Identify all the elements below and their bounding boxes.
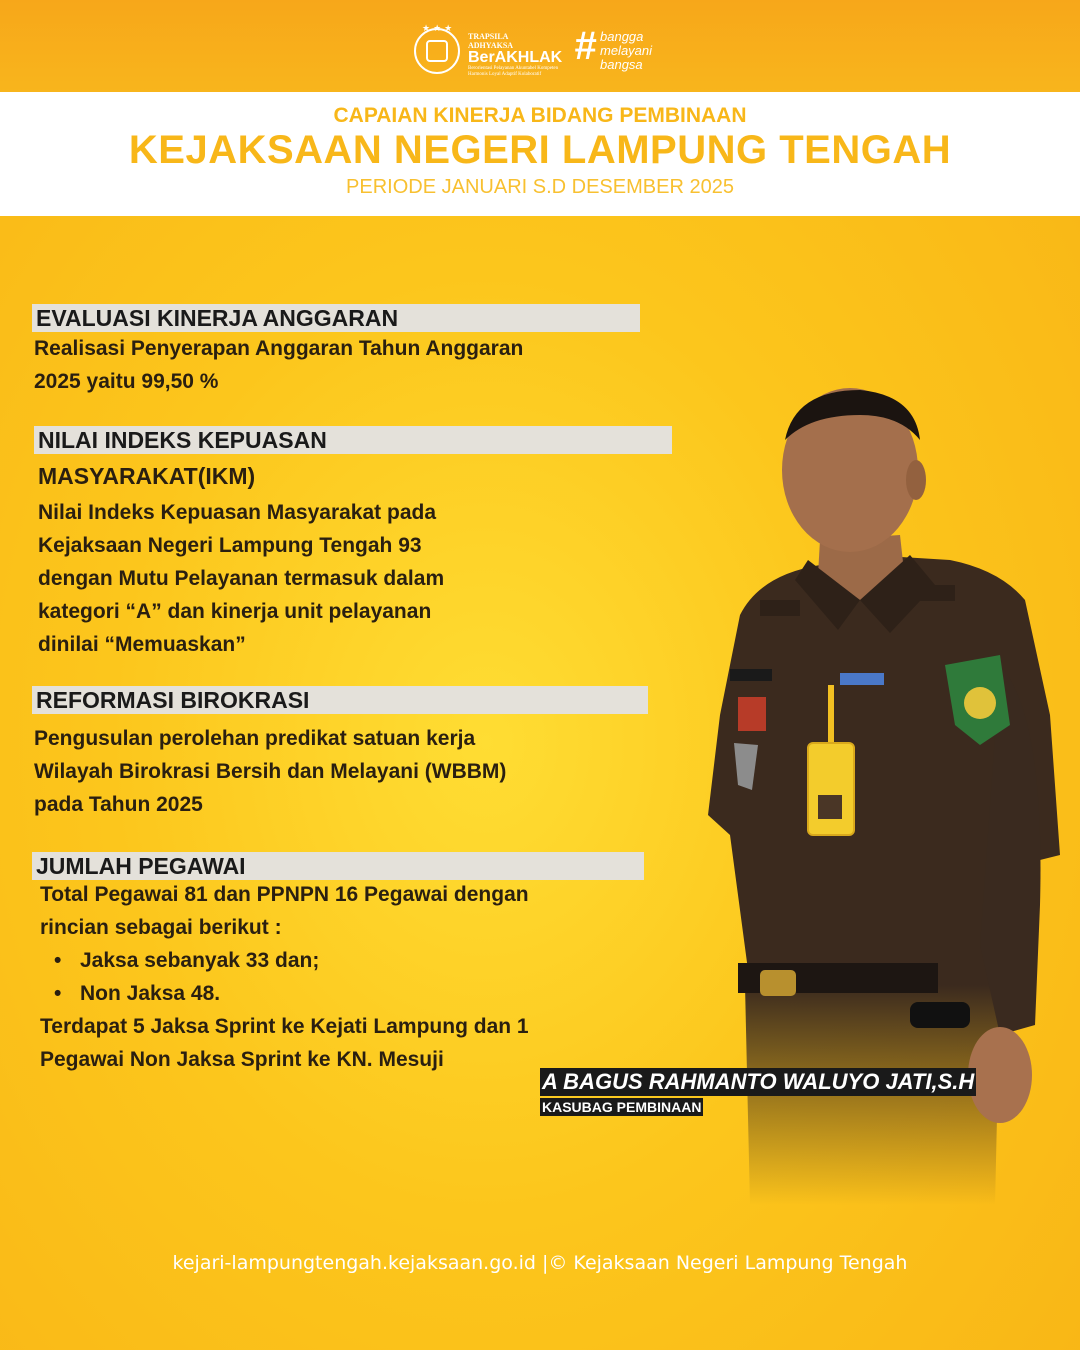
emblem-shield-icon (426, 40, 448, 62)
berakhlak-logo (468, 32, 578, 78)
ikm-line-3: dengan Mutu Pelayanan termasuk dalam (38, 567, 445, 590)
heading-ikm: NILAI INDEKS KEPUASAN (34, 426, 672, 454)
page-subtitle: CAPAIAN KINERJA BIDANG PEMBINAAN (333, 104, 747, 127)
heading-anggaran: EVALUASI KINERJA ANGGARAN (32, 304, 640, 332)
reformasi-line-1: Pengusulan perolehan predikat satuan kerja (34, 727, 476, 750)
hashtag-icon: # (574, 24, 597, 68)
ikm-line-1: Nilai Indeks Kepuasan Masyarakat pada (38, 501, 437, 524)
slogan-line-3: bangsa (600, 57, 643, 72)
ikm-line-5: dinilai “Memuaskan” (38, 633, 246, 656)
logo-tagline: Berorientasi Pelayanan Akuntabel Kompeten Harmonis Loyal Adaptif Kolaboratif (468, 66, 559, 77)
heading-reformasi: REFORMASI BIROKRASI (32, 686, 648, 714)
top-bar (0, 0, 1080, 92)
pegawai-line-4: Pegawai Non Jaksa Sprint ke KN. Mesuji (40, 1048, 444, 1071)
pegawai-bullet-2-text: Non Jaksa 48. (80, 982, 221, 1005)
anggaran-text (34, 332, 523, 398)
pegawai-line-3: Terdapat 5 Jaksa Sprint ke Kejati Lampung dan 1 (40, 1015, 529, 1038)
anggaran-line-2: 2025 yaitu 99,50 % (34, 370, 219, 393)
page-period: PERIODE JANUARI S.D DESEMBER 2025 (346, 176, 734, 198)
logo-big: BerAKHLAK (468, 49, 563, 66)
slogan-line-2: melayani (600, 43, 653, 58)
pegawai-bullet-2 (54, 977, 319, 1010)
page-title: KEJAKSAAN NEGERI LAMPUNG TENGAH (128, 128, 952, 172)
ikm-line-4: kategori “A” dan kinerja unit pelayanan (38, 600, 432, 623)
footer-credit: kejari-lampungtengah.kejaksaan.go.id |© Kejaksaan Negeri Lampung Tengah (172, 1252, 908, 1274)
heading-pegawai: JUMLAH PEGAWAI (32, 852, 644, 880)
pegawai-bullet-1-text: Jaksa sebanyak 33 dan; (80, 949, 320, 972)
pegawai-line-2: rincian sebagai berikut : (40, 916, 282, 939)
reformasi-line-3: pada Tahun 2025 (34, 793, 203, 816)
person-role: KASUBAG PEMBINAAN (542, 1099, 702, 1115)
slogan-line-1: bangga (600, 29, 644, 44)
pegawai-text-2 (40, 1010, 529, 1076)
slogan (600, 30, 652, 72)
stars-icon: ★★★ (422, 24, 456, 34)
title-band (0, 92, 1080, 216)
logo-small-1: TRAPSILA (468, 32, 509, 41)
ikm-line-2: Kejaksaan Negeri Lampung Tengah 93 (38, 534, 422, 557)
kejaksaan-emblem-icon (414, 24, 460, 74)
pegawai-line-1: Total Pegawai 81 dan PPNPN 16 Pegawai dengan (40, 883, 529, 906)
heading-ikm-line-2: MASYARAKAT(IKM) (38, 463, 256, 489)
person-name: A BAGUS RAHMANTO WALUYO JATI,S.H (542, 1069, 975, 1094)
reformasi-line-2: Wilayah Birokrasi Bersih dan Melayani (WBBM) (34, 760, 507, 783)
pegawai-text (40, 878, 529, 944)
logo-small-2: ADHYAKSA (468, 41, 514, 50)
pegawai-bullet-list (54, 944, 319, 1010)
reformasi-text (34, 722, 506, 821)
anggaran-line-1: Realisasi Penyerapan Anggaran Tahun Anggaran (34, 337, 524, 360)
ikm-text (38, 496, 444, 661)
pegawai-bullet-1 (54, 944, 319, 977)
